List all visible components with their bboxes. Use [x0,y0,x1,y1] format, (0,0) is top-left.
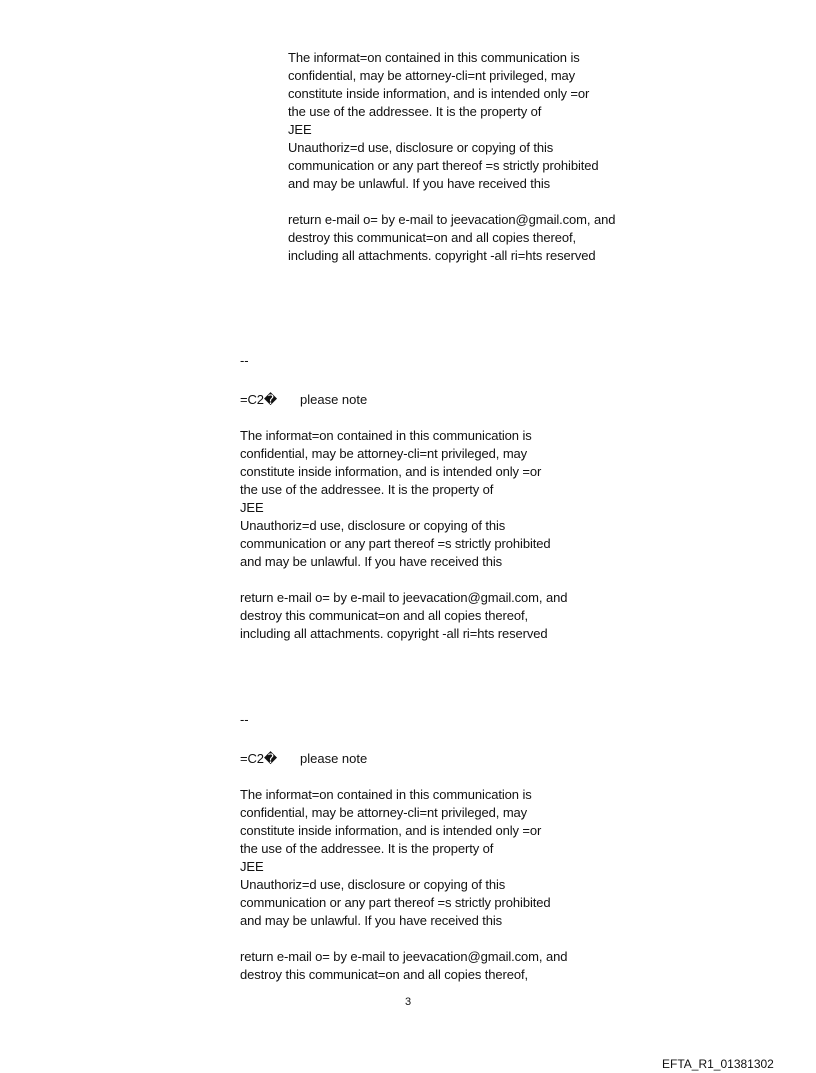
disclaimer-line: and may be unlawful. If you have received this [240,913,503,928]
disclaimer-line: The informat=on contained in this communication is [240,428,532,443]
disclaimer-line: constitute inside information, and is intended only =or [240,464,542,479]
disclaimer-line: including all attachments. copyright -all ri=hts reserved [288,248,596,263]
disclaimer-line: Unauthoriz=d use, disclosure or copying of this [240,518,506,533]
disclaimer-line: destroy this communicat=on and all copies thereof, [288,230,577,245]
disclaimer-line: communication or any part thereof =s strictly prohibited [288,158,599,173]
disclaimer-line: destroy this communicat=on and all copies thereof, [240,608,529,623]
disclaimer-line: destroy this communicat=on and all copies thereof, [240,967,529,982]
disclaimer-line: and may be unlawful. If you have received this [288,176,551,191]
note-label: please note [300,751,368,766]
disclaimer-line: constitute inside information, and is intended only =or [240,823,542,838]
separator: -- [240,353,249,368]
disclaimer-line: confidential, may be attorney-cli=nt privileged, may [288,68,576,83]
disclaimer-line: The informat=on contained in this communication is [288,50,580,65]
disclaimer-line: the use of the addressee. It is the property of [288,104,542,119]
disclaimer-line: communication or any part thereof =s strictly prohibited [240,895,551,910]
disclaimer-line: The informat=on contained in this communication is [240,787,532,802]
disclaimer-line: JEE [240,859,264,874]
disclaimer-line: and may be unlawful. If you have received this [240,554,503,569]
disclaimer-line: return e-mail o= by e-mail to jeevacation@gmail.com, and [240,590,568,605]
disclaimer-line: confidential, may be attorney-cli=nt privileged, may [240,446,528,461]
disclaimer-line: the use of the addressee. It is the property of [240,841,494,856]
disclaimer-line: return e-mail o= by e-mail to jeevacation@gmail.com, and [288,212,616,227]
page-number: 3 [404,996,412,1008]
disclaimer-line: constitute inside information, and is intended only =or [288,86,590,101]
encoded-prefix: =C2� [240,392,278,407]
disclaimer-line: including all attachments. copyright -all ri=hts reserved [240,626,548,641]
disclaimer-line: the use of the addressee. It is the property of [240,482,494,497]
disclaimer-line: Unauthoriz=d use, disclosure or copying of this [240,877,506,892]
disclaimer-line: return e-mail o= by e-mail to jeevacation@gmail.com, and [240,949,568,964]
document-id: EFTA_R1_01381302 [662,1057,774,1071]
disclaimer-line: confidential, may be attorney-cli=nt privileged, may [240,805,528,820]
separator: -- [240,712,249,727]
encoded-prefix: =C2� [240,751,278,766]
disclaimer-line: Unauthoriz=d use, disclosure or copying of this [288,140,554,155]
note-label: please note [300,392,368,407]
disclaimer-line: JEE [288,122,312,137]
disclaimer-line: communication or any part thereof =s strictly prohibited [240,536,551,551]
disclaimer-line: JEE [240,500,264,515]
